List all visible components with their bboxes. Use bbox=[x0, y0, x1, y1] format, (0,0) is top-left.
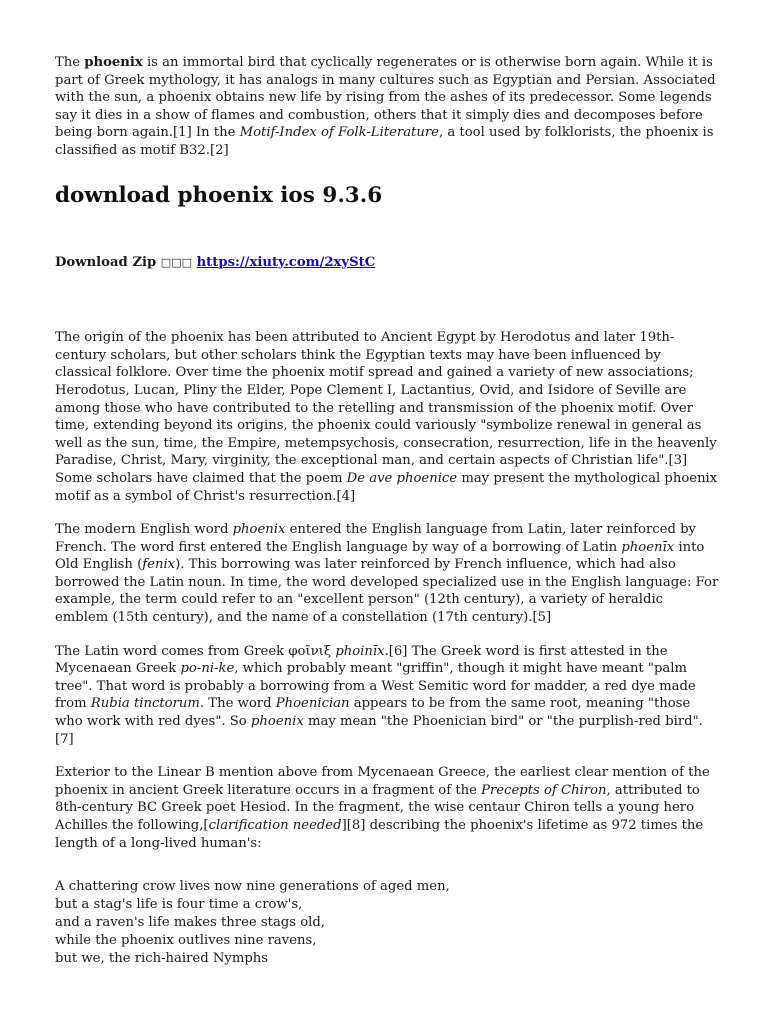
italic-term: fenix bbox=[142, 557, 176, 573]
text-span: The modern English word bbox=[55, 522, 233, 538]
italic-term: po-ni-ke bbox=[180, 661, 235, 677]
text-span: into Old English ( bbox=[55, 539, 705, 573]
text-span: appears to be from the same root, meaning "those who work with red dyes". So bbox=[55, 696, 691, 730]
text-span: Exterior to the Linear B mention above from Mycenaean Greece, the earliest clear mention of the phoenix in ancient Greek literature occurs in a fragment of the bbox=[55, 765, 710, 798]
article-body bbox=[55, 54, 720, 968]
text-span: The origin of the phoenix has been attributed to Ancient Egypt by Herodotus and later 19th-century scholars, but other scholars think the Egyptian texts may have been influenced by classical folklore. Over time the phoenix motif spread and gained a variety of new associations; Herodotus, Lucan, Pliny the Elder, Pope Clement I, Lactantius, Ovid, and Isidore of Seville are among those who have contributed to the retelling and transmission of the phoenix motif. Over time, extending beyond its origins, the phoenix could variously "symbolize renewal in general as well as the sun, time, the Empire, metempsychosis, consecration, resurrection, life in the heavenly Paradise, Christ, Mary, virginity, the exceptional man, and certain aspects of Christian life".[3] Some scholars have claimed that the poem bbox=[55, 330, 717, 486]
poem-block bbox=[55, 878, 720, 968]
page-title: download phoenix ios 9.3.6 bbox=[55, 182, 383, 208]
text-span: entered the English language from Latin, later reinforced by French. The word first entered the English language by way of a borrowing of Latin bbox=[55, 522, 696, 555]
text-span: , which probably meant "griffin", though it might have meant "palm tree". That word is probably a borrowing from a West Semitic word for madder, a red dye made from bbox=[55, 661, 696, 712]
italic-term: phoenix bbox=[232, 522, 286, 538]
text-span: . The word bbox=[199, 696, 276, 712]
italic-term: phoenix bbox=[250, 714, 304, 730]
download-label: Download Zip bbox=[55, 254, 157, 270]
poem-line: but a stag's life is four time a crow's, bbox=[55, 897, 303, 913]
italic-term: clarification needed bbox=[208, 818, 342, 833]
text-span: The Latin word comes from Greek φοῖνιξ bbox=[55, 643, 336, 659]
text-span: is an immortal bird that cyclically regenerates or is otherwise born again. While it is part of Greek mythology, it has analogs in many cultures such as Egyptian and Persian. Associated with the sun, a phoenix obtains new life by rising from the ashes of its predecessor. Some legends say it dies in a show of flames and combustion, others that it simply dies and decomposes before being born again.[1] In the bbox=[55, 55, 716, 141]
italic-title: Motif-Index of Folk-Literature bbox=[239, 125, 439, 141]
text-span: .[6] The Greek word is first attested in the Mycenaean Greek bbox=[55, 643, 668, 677]
italic-term: phoinīx bbox=[335, 643, 385, 659]
text-span: may present the mythological phoenix motif as a symbol of Christ's resurrection.[4] bbox=[55, 470, 718, 504]
latin-paragraph bbox=[55, 643, 720, 749]
exterior-paragraph bbox=[55, 764, 720, 852]
poem-line: and a raven's life makes three stags old, bbox=[55, 915, 325, 931]
italic-title: De ave phoenice bbox=[346, 470, 458, 486]
text-span: , a tool used by folklorists, the phoenix is classified as motif B32.[2] bbox=[55, 125, 714, 158]
intro-paragraph bbox=[55, 54, 720, 160]
origin-paragraph bbox=[55, 329, 720, 505]
italic-title: Precepts of Chiron bbox=[481, 782, 607, 798]
text-span: may mean "the Phoenician bird" or "the purplish-red bird".[7] bbox=[55, 714, 703, 747]
download-line bbox=[55, 254, 720, 272]
italic-term: phoenīx bbox=[621, 539, 675, 555]
text-span: ). This borrowing was later reinforced by French influence, which had also borrowed the Latin noun. In time, the word developed specialized use in the English language: For example, the term could refer to an "excellent person" (12th century), a variety of heraldic emblem (15th century), and the name of a constellation (17th century).[5] bbox=[55, 557, 719, 626]
spacer bbox=[55, 271, 720, 329]
poem-line: A chattering crow lives now nine generations of aged men, bbox=[55, 879, 450, 895]
italic-term: Phoenician bbox=[275, 696, 350, 712]
bold-term: phoenix bbox=[84, 55, 143, 70]
poem-line: but we, the rich-haired Nymphs bbox=[55, 951, 269, 967]
text-span: The bbox=[55, 55, 85, 70]
text-span: ][8] describing the phoenix's lifetime as 972 times the length of a long-lived human's: bbox=[55, 818, 704, 851]
text-span: , attributed to 8th-century BC Greek poet Hesiod. In the fragment, the wise centaur Chiron tells a young hero Achilles the following,[ bbox=[55, 782, 700, 833]
download-link[interactable]: https://xiuty.com/2xyStC bbox=[196, 254, 376, 270]
etymology-paragraph bbox=[55, 521, 720, 627]
italic-term: Rubia tinctorum bbox=[90, 696, 200, 712]
poem-line: while the phoenix outlives nine ravens, bbox=[55, 933, 317, 949]
placeholder-glyphs-icon: □□□ bbox=[160, 255, 192, 269]
